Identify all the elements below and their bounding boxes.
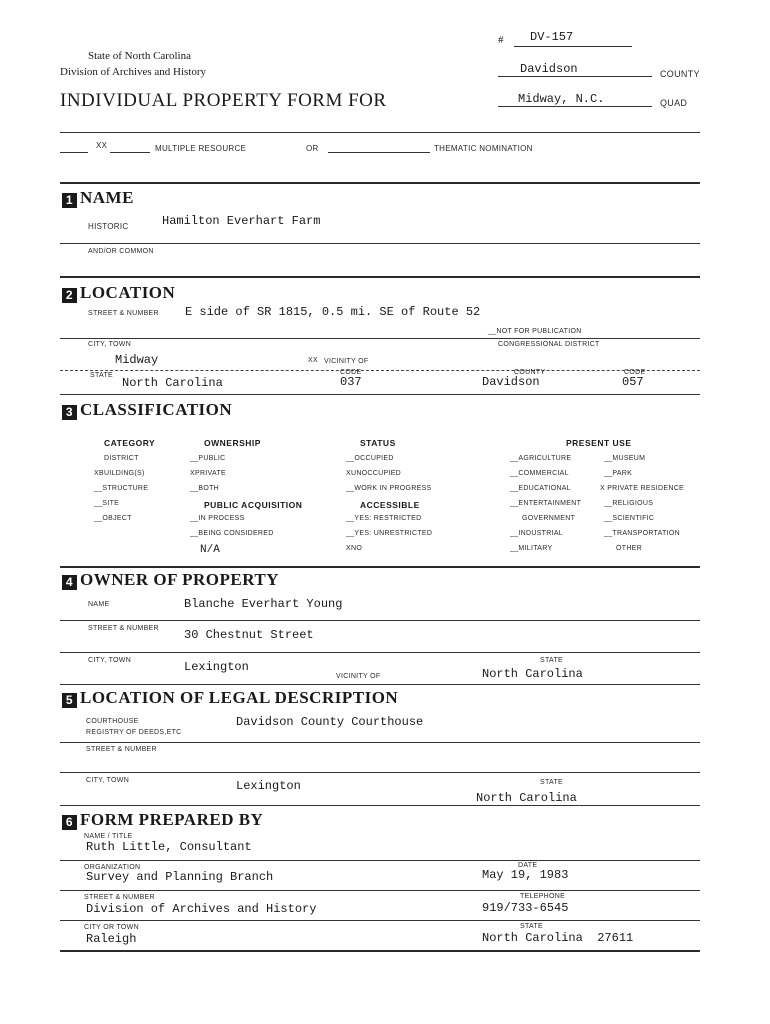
section-4-title: OWNER OF PROPERTY bbox=[80, 570, 279, 589]
use-item: GOVERNMENT bbox=[522, 515, 576, 522]
category-head: CATEGORY bbox=[104, 438, 156, 448]
acquisition-head: PUBLIC ACQUISITION bbox=[204, 500, 303, 510]
section-5-number: 5 bbox=[62, 693, 77, 708]
use-item: __MILITARY bbox=[510, 545, 553, 552]
or-label: OR bbox=[306, 144, 319, 153]
status-item: __WORK IN PROGRESS bbox=[346, 485, 432, 492]
use-item: __TRANSPORTATION bbox=[604, 530, 680, 537]
vicinity-mark: XX bbox=[308, 357, 318, 364]
location-city-value: Midway bbox=[115, 353, 159, 367]
section-4-heading bbox=[62, 570, 279, 590]
section-2-heading bbox=[62, 283, 175, 303]
org-value: Survey and Planning Branch bbox=[86, 870, 274, 884]
section-6-heading bbox=[62, 810, 263, 830]
congress-label: CONGRESSIONAL DISTRICT bbox=[498, 341, 600, 348]
city-label-2: CITY, TOWN bbox=[88, 341, 132, 348]
section-1-number: 1 bbox=[62, 193, 77, 208]
not-for-publication: __NOT FOR PUBLICATION bbox=[488, 328, 582, 335]
ownership-item: XPRIVATE bbox=[190, 470, 226, 477]
state-line: State of North Carolina bbox=[88, 50, 191, 62]
acquisition-item: __BEING CONSIDERED bbox=[190, 530, 274, 537]
prepared-state-label: STATE bbox=[520, 923, 544, 930]
prepared-street-value: Division of Archives and History bbox=[86, 902, 317, 916]
code-value: 037 bbox=[340, 375, 362, 389]
ownership-item: __PUBLIC bbox=[190, 455, 226, 462]
street-label-2: STREET & NUMBER bbox=[88, 310, 159, 317]
prepared-city-value: Raleigh bbox=[86, 932, 137, 946]
legal-state-label: STATE bbox=[540, 779, 564, 786]
use-item: __EDUCATIONAL bbox=[510, 485, 571, 492]
owner-name-label: NAME bbox=[88, 601, 110, 608]
location-street-value: E side of SR 1815, 0.5 mi. SE of Route 52 bbox=[185, 305, 481, 319]
category-item: __OBJECT bbox=[94, 515, 132, 522]
use-item: X PRIVATE RESIDENCE bbox=[600, 485, 685, 492]
number-value: DV-157 bbox=[530, 30, 574, 44]
phone-label: TELEPHONE bbox=[520, 893, 566, 900]
use-item: __RELIGIOUS bbox=[604, 500, 654, 507]
phone-value: 919/733-6545 bbox=[482, 901, 569, 915]
section-2-number: 2 bbox=[62, 288, 77, 303]
owner-state-label: STATE bbox=[540, 657, 564, 664]
vicinity-label-2: VICINITY OF bbox=[324, 358, 369, 365]
status-item: XUNOCCUPIED bbox=[346, 470, 402, 477]
courthouse-value: Davidson County Courthouse bbox=[236, 715, 424, 729]
use-item: __COMMERCIAL bbox=[510, 470, 569, 477]
accessible-item: __YES: RESTRICTED bbox=[346, 515, 422, 522]
county-value: Davidson bbox=[520, 62, 578, 76]
multiple-label: MULTIPLE RESOURCE bbox=[155, 144, 247, 153]
section-6-number: 6 bbox=[62, 815, 77, 830]
quad-label: QUAD bbox=[660, 98, 688, 108]
date-label: DATE bbox=[518, 862, 538, 869]
code2-label: CODE bbox=[624, 369, 646, 376]
multiple-mark: XX bbox=[96, 141, 108, 150]
accessible-item: XNO bbox=[346, 545, 363, 552]
section-2-title: LOCATION bbox=[80, 283, 176, 302]
quad-value: Midway, N.C. bbox=[518, 92, 605, 106]
use-item: OTHER bbox=[616, 545, 642, 552]
historic-label: HISTORIC bbox=[88, 222, 129, 231]
use-item: __PARK bbox=[604, 470, 633, 477]
org-label: ORGANIZATION bbox=[84, 864, 141, 871]
acquisition-value: N/A bbox=[200, 544, 220, 556]
category-item: XBUILDING(S) bbox=[94, 470, 145, 477]
historic-value: Hamilton Everhart Farm bbox=[162, 214, 321, 228]
section-1-title: NAME bbox=[80, 188, 134, 207]
code-label: CODE bbox=[340, 369, 362, 376]
state-label-2: STATE bbox=[90, 372, 114, 379]
section-5-title: LOCATION OF LEGAL DESCRIPTION bbox=[80, 688, 399, 707]
common-label: AND/OR COMMON bbox=[88, 248, 154, 255]
owner-city-label: CITY, TOWN bbox=[88, 657, 132, 664]
date-value: May 19, 1983 bbox=[482, 868, 569, 882]
section-3-heading bbox=[62, 400, 232, 420]
legal-state-value: North Carolina bbox=[476, 791, 577, 805]
code2-value: 057 bbox=[622, 375, 644, 389]
accessible-head: ACCESSIBLE bbox=[360, 500, 420, 510]
category-item: DISTRICT bbox=[104, 455, 139, 462]
legal-street-label: STREET & NUMBER bbox=[86, 746, 157, 753]
prepared-name-label: NAME / TITLE bbox=[84, 833, 133, 840]
location-state-value: North Carolina bbox=[122, 376, 223, 390]
use-item: __AGRICULTURE bbox=[510, 455, 572, 462]
owner-city-value: Lexington bbox=[184, 660, 249, 674]
use-item: __ENTERTAINMENT bbox=[510, 500, 582, 507]
ownership-item: __BOTH bbox=[190, 485, 220, 492]
section-5-heading bbox=[62, 688, 398, 708]
county-label-2: COUNTY bbox=[514, 369, 546, 376]
category-item: __STRUCTURE bbox=[94, 485, 149, 492]
thematic-label: THEMATIC NOMINATION bbox=[434, 144, 533, 153]
prepared-city-label: CITY OR TOWN bbox=[84, 924, 139, 931]
accessible-item: __YES: UNRESTRICTED bbox=[346, 530, 433, 537]
legal-city-label: CITY, TOWN bbox=[86, 777, 130, 784]
use-item: __MUSEUM bbox=[604, 455, 646, 462]
owner-street-value: 30 Chestnut Street bbox=[184, 628, 314, 642]
section-3-number: 3 bbox=[62, 405, 77, 420]
owner-state-value: North Carolina bbox=[482, 667, 583, 681]
section-4-number: 4 bbox=[62, 575, 77, 590]
courthouse-label: COURTHOUSE bbox=[86, 718, 139, 725]
status-head: STATUS bbox=[360, 438, 396, 448]
use-item: __INDUSTRIAL bbox=[510, 530, 564, 537]
prepared-name-value: Ruth Little, Consultant bbox=[86, 840, 252, 854]
acquisition-item: __IN PROCESS bbox=[190, 515, 245, 522]
legal-city-value: Lexington bbox=[236, 779, 301, 793]
registry-label: REGISTRY OF DEEDS,ETC bbox=[86, 729, 182, 736]
prepared-street-label: STREET & NUMBER bbox=[84, 894, 155, 901]
section-6-title: FORM PREPARED BY bbox=[80, 810, 264, 829]
section-3-title: CLASSIFICATION bbox=[80, 400, 233, 419]
present-use-head: PRESENT USE bbox=[566, 438, 632, 448]
owner-street-label: STREET & NUMBER bbox=[88, 625, 159, 632]
status-item: __OCCUPIED bbox=[346, 455, 394, 462]
division-line: Division of Archives and History bbox=[60, 66, 207, 78]
section-1-heading bbox=[62, 188, 134, 208]
use-item: __SCIENTIFIC bbox=[604, 515, 655, 522]
number-label: # bbox=[498, 34, 504, 46]
location-county-value: Davidson bbox=[482, 375, 540, 389]
ownership-head: OWNERSHIP bbox=[204, 438, 261, 448]
county-label: COUNTY bbox=[660, 69, 700, 79]
owner-name-value: Blanche Everhart Young bbox=[184, 597, 343, 611]
category-item: __SITE bbox=[94, 500, 120, 507]
owner-vicinity-label: VICINITY OF bbox=[336, 673, 381, 680]
prepared-state-value: North Carolina 27611 bbox=[482, 931, 634, 945]
form-title: INDIVIDUAL PROPERTY FORM FOR bbox=[60, 90, 387, 111]
